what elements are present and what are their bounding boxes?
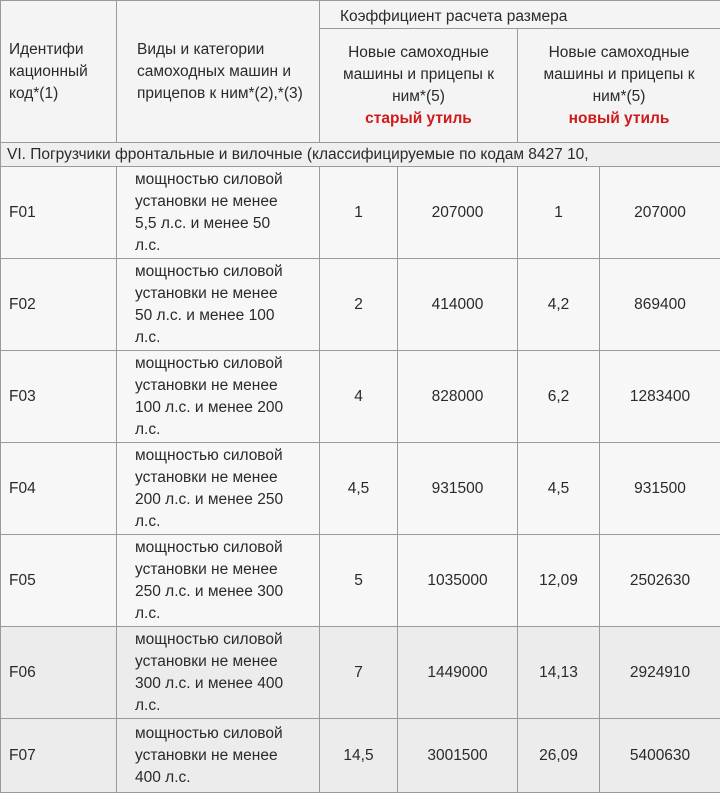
row-description-line: 100 л.с. и менее 200	[135, 397, 315, 419]
header-row-1	[1, 1, 720, 29]
row-code: F07	[1, 719, 117, 793]
row-description-line: установки не менее	[135, 651, 315, 673]
row-code: F04	[1, 443, 117, 535]
new-coefficient: 26,09	[518, 719, 600, 793]
row-description-line: 5,5 л.с. и менее 50	[135, 213, 315, 235]
header-new-col	[518, 29, 720, 143]
row-description-line: 300 л.с. и менее 400	[135, 673, 315, 695]
table-row	[1, 167, 720, 259]
row-description-line: мощностью силовой	[135, 169, 315, 191]
new-coefficient: 4,5	[518, 443, 600, 535]
row-description	[117, 535, 320, 627]
table-row	[1, 535, 720, 627]
old-amount: 207000	[398, 167, 518, 259]
old-coefficient: 4	[320, 351, 398, 443]
row-description	[117, 167, 320, 259]
header-old-col	[320, 29, 518, 143]
old-amount: 3001500	[398, 719, 518, 793]
new-amount: 207000	[600, 167, 720, 259]
row-description	[117, 627, 320, 719]
old-amount: 828000	[398, 351, 518, 443]
header-coef-title: Коэффициент расчета размера	[320, 1, 720, 29]
row-description-line: установки не менее	[135, 745, 315, 767]
old-amount: 1449000	[398, 627, 518, 719]
row-code: F02	[1, 259, 117, 351]
header-new-line3: ним*(5)	[522, 86, 716, 108]
row-description-line: установки не менее	[135, 375, 315, 397]
row-description-line: л.с.	[135, 695, 315, 717]
row-code: F01	[1, 167, 117, 259]
new-coefficient: 1	[518, 167, 600, 259]
table-row	[1, 259, 720, 351]
old-coefficient: 14,5	[320, 719, 398, 793]
header-new-line2: машины и прицепы к	[522, 64, 716, 86]
new-coefficient: 12,09	[518, 535, 600, 627]
new-amount: 5400630	[600, 719, 720, 793]
old-coefficient: 2	[320, 259, 398, 351]
row-description-line: установки не менее	[135, 283, 315, 305]
row-description-line: л.с.	[135, 603, 315, 625]
row-description-line: 400 л.с.	[135, 767, 315, 789]
new-amount: 869400	[600, 259, 720, 351]
row-description-line: л.с.	[135, 419, 315, 441]
new-coefficient: 14,13	[518, 627, 600, 719]
new-util-label: новый утиль	[522, 108, 716, 130]
table-row	[1, 351, 720, 443]
row-description-line: 200 л.с. и менее 250	[135, 489, 315, 511]
old-amount: 1035000	[398, 535, 518, 627]
header-category-col: Виды и категории самоходных машин и прицепов к ним*(2),*(3)	[117, 1, 320, 143]
old-coefficient: 5	[320, 535, 398, 627]
new-amount: 2502630	[600, 535, 720, 627]
row-code: F06	[1, 627, 117, 719]
table-row	[1, 443, 720, 535]
old-coefficient: 4,5	[320, 443, 398, 535]
row-description-line: 50 л.с. и менее 100	[135, 305, 315, 327]
row-description	[117, 351, 320, 443]
row-description-line: мощностью силовой	[135, 723, 315, 745]
row-description-line: установки не менее	[135, 559, 315, 581]
row-description	[117, 719, 320, 793]
row-description	[117, 443, 320, 535]
table-row	[1, 719, 720, 793]
row-description-line: мощностью силовой	[135, 445, 315, 467]
row-description-line: мощностью силовой	[135, 537, 315, 559]
row-description-line: л.с.	[135, 327, 315, 349]
row-description	[117, 259, 320, 351]
new-coefficient: 6,2	[518, 351, 600, 443]
header-old-line3: ним*(5)	[324, 86, 513, 108]
row-description-line: мощностью силовой	[135, 261, 315, 283]
row-description-line: л.с.	[135, 511, 315, 533]
row-description-line: установки не менее	[135, 467, 315, 489]
old-util-label: старый утиль	[324, 108, 513, 130]
row-code: F03	[1, 351, 117, 443]
header-new-line1: Новые самоходные	[522, 42, 716, 64]
section-row	[1, 143, 720, 167]
header-id-line3: код*(1)	[9, 83, 112, 105]
header-old-line1: Новые самоходные	[324, 42, 513, 64]
row-description-line: установки не менее	[135, 191, 315, 213]
row-description-line: мощностью силовой	[135, 353, 315, 375]
section-title: VI. Погрузчики фронтальные и вилочные (классифицируемые по кодам 8427 10,	[1, 143, 720, 167]
row-description-line: мощностью силовой	[135, 629, 315, 651]
table-row	[1, 627, 720, 719]
header-id-col	[1, 1, 117, 143]
old-coefficient: 1	[320, 167, 398, 259]
new-amount: 1283400	[600, 351, 720, 443]
old-amount: 931500	[398, 443, 518, 535]
row-description-line: л.с.	[135, 235, 315, 257]
row-code: F05	[1, 535, 117, 627]
new-coefficient: 4,2	[518, 259, 600, 351]
row-description-line: 250 л.с. и менее 300	[135, 581, 315, 603]
new-amount: 2924910	[600, 627, 720, 719]
header-id-line2: кационный	[9, 61, 112, 83]
header-old-line2: машины и прицепы к	[324, 64, 513, 86]
old-coefficient: 7	[320, 627, 398, 719]
header-id-line1: Идентифи	[9, 39, 112, 61]
new-amount: 931500	[600, 443, 720, 535]
old-amount: 414000	[398, 259, 518, 351]
